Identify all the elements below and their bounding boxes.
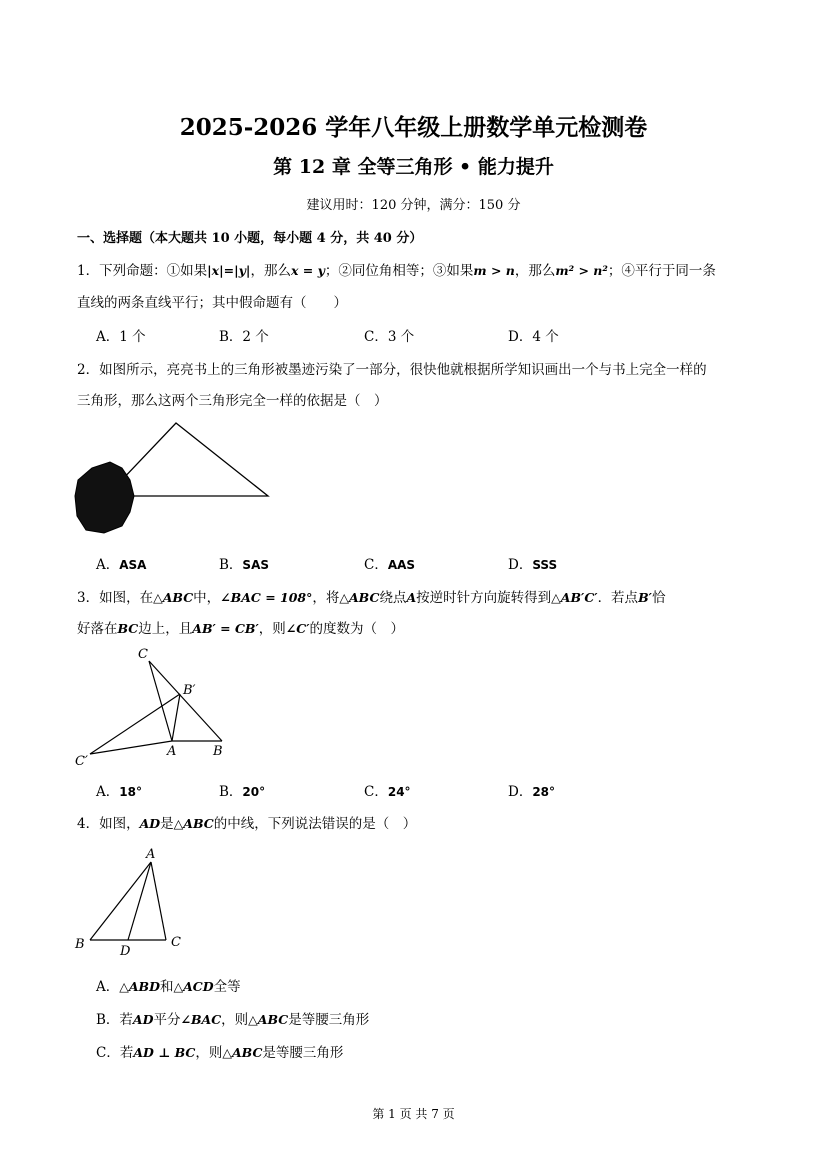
q1-option-c[interactable]: C．3 个 xyxy=(364,329,415,345)
q3-option-d[interactable]: D．28° xyxy=(508,784,556,800)
q3-label-c: C xyxy=(138,647,148,662)
q4-label-a: A xyxy=(146,847,156,862)
q4-option-b[interactable]: B．若AD平分∠BAC，则△ABC是等腰三角形 xyxy=(96,1012,370,1028)
q4-label-b: B xyxy=(75,937,85,952)
q3-label-c-prime: C′ xyxy=(75,754,88,769)
chapter-subtitle: 第 12 章 全等三角形 • 能力提升 xyxy=(273,156,554,178)
q4-line-1: 4．如图，AD是△ABC的中线，下列说法错误的是（ ） xyxy=(77,816,417,832)
q3-label-b: B xyxy=(213,744,223,759)
q3-label-a: A xyxy=(167,744,177,759)
q1-line-1: 1．下列命题：①如果|x|=|y|，那么x = y；②同位角相等；③如果m > n，那么m² > n²；④平行于同一条 xyxy=(77,263,716,279)
q4-segment-ad xyxy=(128,862,151,940)
q1-option-a[interactable]: A．1 个 xyxy=(96,329,146,345)
q2-option-d[interactable]: D．SSS xyxy=(508,557,558,573)
q3-line-1: 3．如图，在△ABC中，∠BAC = 108°，将△ABC绕点A按逆时针方向旋转得到△AB′C′．若点B′恰 xyxy=(77,590,666,606)
q4-label-d: D xyxy=(120,944,131,959)
page-footer: 第 1 页 共 7 页 xyxy=(372,1107,455,1121)
q4-label-c: C xyxy=(171,935,181,950)
q1-option-d[interactable]: D．4 个 xyxy=(508,329,559,345)
q3-option-c[interactable]: C．24° xyxy=(364,784,411,800)
q2-line-1: 2．如图所示，亮亮书上的三角形被墨迹污染了一部分，很快他就根据所学知识画出一个与书上完全一样的 xyxy=(77,362,707,378)
q1-line-2: 直线的两条直线平行；其中假命题有（ ） xyxy=(77,295,347,311)
q4-option-c[interactable]: C．若AD ⊥ BC，则△ABC是等腰三角形 xyxy=(96,1045,344,1061)
q3-math-triangle: △ABC xyxy=(153,590,194,605)
q1-math-mn: m > n xyxy=(473,263,515,278)
q2-option-c[interactable]: C．AAS xyxy=(364,557,416,573)
q3-math-angle: ∠BAC = 108° xyxy=(220,590,313,605)
q3-line-2: 好落在BC边上，且AB′ = CB′，则∠C′的度数为（ ） xyxy=(77,621,405,637)
q1-math-sq: m² > n² xyxy=(555,263,608,278)
time-score-advice: 建议用时：120 分钟，满分：150 分 xyxy=(306,198,521,213)
q2-option-a[interactable]: A．ASA xyxy=(96,557,147,573)
q1-math-xy: x = y xyxy=(290,263,325,278)
q4-segment-ac xyxy=(151,862,166,940)
q2-line-2: 三角形，那么这两个三角形完全一样的依据是（ ） xyxy=(77,393,388,409)
section-heading: 一、选择题（本大题共 10 小题，每小题 4 分，共 40 分） xyxy=(77,231,423,246)
q4-segment-ab xyxy=(90,862,151,940)
page-title: 2025-2026 学年八年级上册数学单元检测卷 xyxy=(179,114,648,141)
q2-option-b[interactable]: B．SAS xyxy=(219,557,269,573)
q1-option-b[interactable]: B．2 个 xyxy=(219,329,269,345)
q1-math-abs: |x|=|y| xyxy=(207,263,251,278)
q3-option-b[interactable]: B．20° xyxy=(219,784,266,800)
q3-option-a[interactable]: A．18° xyxy=(96,784,142,800)
q4-option-a[interactable]: A．△ABD和△ACD全等 xyxy=(96,979,241,995)
q3-label-b-prime: B′ xyxy=(183,683,196,698)
